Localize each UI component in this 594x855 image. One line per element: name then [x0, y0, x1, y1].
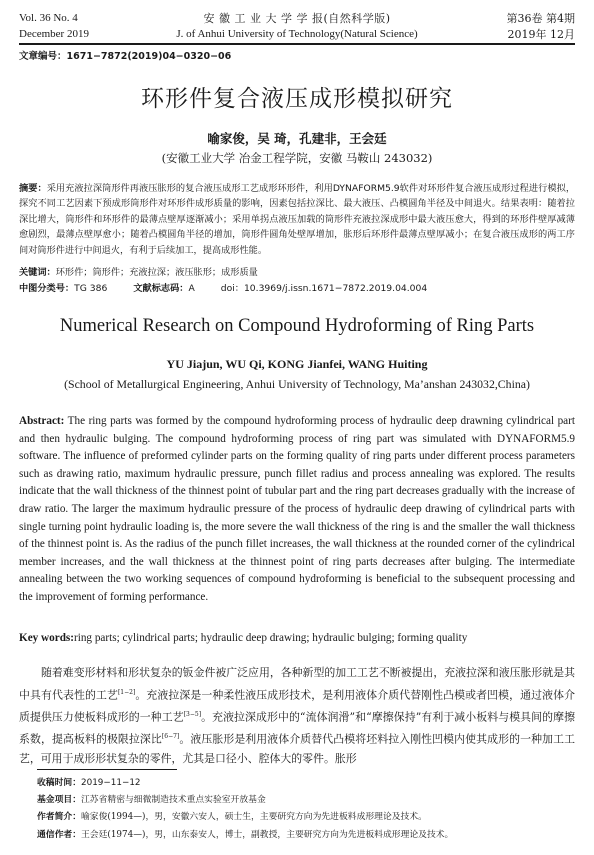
fund-label: 基金项目：	[37, 795, 81, 805]
body-text-4: 。液压胀形是利用液体介质替代凸模将坯料拉入刚性凹模内使其成形的一种加工工艺，可用于成形形状复杂的零件，尤其是口径小、腔体大的零件。胀形	[19, 732, 575, 766]
affiliation-en: (School of Metallurgical Engineering, Anhui University of Technology, Ma’anshan 243032,China)	[64, 377, 530, 391]
date-cn: 2019年 12月	[507, 28, 575, 41]
doi-label: doi：	[220, 283, 244, 294]
classification-line	[19, 281, 427, 296]
abstract-cn-text: 采用充液拉深筒形件再液压胀形的复合液压成形工艺成形环形件，利用DYNAFORM5.9软件对环形件复合液压成形过程进行模拟，探究不同工艺因素下预成形筒形件对环形件成形质量的影响，因素包括拉深比、最大液压、凸模圆角半径及中间退火。结果表明：随着拉深比增大，筒形件和环形件的最薄点壁厚逐渐减小；采用单拐点液压加载的筒形件充液拉深成形中最大液压愈大，得到的环形件壁厚减薄愈剧烈，最薄点壁厚愈小；随着凸模圆角半径的增加，筒形件圆角处壁厚增加，胀形后环形件最薄点壁厚减小；在复合液压成形的两工序间对筒形件进行中间退火，有利于后续加工，提高成形性能。	[19, 183, 576, 256]
title-cn: 环形件复合液压成形模拟研究	[141, 86, 453, 112]
authors-cn: 喻家俊，吴 琦，孔建非，王会廷	[207, 131, 387, 146]
clc-value: TG 386	[74, 283, 108, 294]
keywords-cn-text: 环形件；筒形件；充液拉深；液压胀形；成形质量	[55, 267, 258, 278]
abstract-en	[19, 413, 575, 607]
footnote-corresponding	[37, 828, 453, 842]
footnote-received	[37, 776, 141, 790]
citation-3[interactable]: [6−7]	[161, 733, 180, 741]
keywords-cn-label: 关键词：	[19, 267, 56, 278]
abstract-en-text: The ring parts was formed by the compound hydroforming process of hydraulic deep drawning cylindrical part and then hydraulic bulging. The compound hydroforming process of ring part was simulated with DYNAFORM5.9 software. The influence of preformed cylinder parts on the forming quality of ring parts under different process parameters such as drawing ratio, maximum hydraulic pressure, punch fillet radius and process annealing was explored. The results indicate that the wall thickness of the thinnest point of tubular part and the ring part decreases gradually with the increase of draw ratio. The larger the maximum hydraulic pressure of the process of hydraulic deep drawing of cylindrical parts with single turning point hydraulic loading is, the more severe the wall thickness of the ring is and the smaller the wall thickness of the thinnest point is. As the radius of the punch fillet increases, the wall thickness at the rounded corner of the cylindrical member increases, and the wall thickness at the thinnest point of ring parts decreases after bulging. The intermediate annealing between the two working sequences of compound hydroforming is beneficial to the subsequent processing and the improvement of forming performance.	[19, 415, 575, 603]
corresponding-text: 王会廷(1974—)，男，山东泰安人，博士，副教授，主要研究方向为先进板料成形理论及技术。	[81, 830, 454, 840]
keywords-en-label: Key words:	[19, 632, 74, 644]
body-text-2: 。充液拉深是一种柔性液压成形技术，是利用液体介质代替刚性凸模或者凹模，通过液体介质提供压力使板料成形的一种工艺	[19, 688, 575, 724]
body-text-3: 。充液拉深成形中的“流体润滑”和“摩擦保持”有利于减小板料与模具间的摩擦系数，提高板料的极限拉深比	[19, 710, 575, 746]
doi-value: 10.3969/j.issn.1671−7872.2019.04.004	[243, 283, 428, 294]
journal-name-en: J. of Anhui University of Technology(Natural Science)	[176, 28, 418, 40]
footnote-rule	[37, 769, 177, 770]
keywords-en	[19, 630, 575, 647]
received-date: 2019−11−12	[81, 778, 141, 788]
fund-text: 江苏省精密与细微制造技术重点实验室开放基金	[81, 795, 266, 805]
doc-code-value: A	[188, 283, 195, 294]
header-rule	[19, 43, 575, 45]
authors-en: YU Jiajun, WU Qi, KONG Jianfei, WANG Huiting	[166, 357, 428, 371]
keywords-cn	[19, 265, 575, 280]
title-en: Numerical Research on Compound Hydroforming of Ring Parts	[59, 316, 535, 336]
citation-2[interactable]: [3−5]	[183, 710, 202, 718]
body-paragraph	[19, 663, 575, 769]
volume-issue-cn: 第36卷 第4期	[506, 12, 575, 25]
abstract-en-label: Abstract:	[19, 415, 65, 427]
body-text-1: 随着难变形材料和形状复杂的钣金件被广泛应用，各种新型的加工工艺不断被提出，充液拉深和液压胀形就是其中具有代表性的工艺	[19, 666, 575, 702]
volume-issue-en: Vol. 36 No. 4	[19, 12, 78, 24]
citation-1[interactable]: [1−2]	[117, 688, 136, 696]
abstract-cn	[19, 181, 575, 258]
abstract-cn-label: 摘要：	[19, 183, 47, 194]
author-label: 作者简介：	[37, 812, 81, 822]
keywords-en-text: ring parts; cylindrical parts; hydraulic deep drawing; hydraulic bulging; forming quality	[74, 632, 468, 644]
journal-name-cn: 安 徽 工 业 大 学 学 报(自然科学版)	[203, 12, 391, 25]
doc-code-label: 文献标志码：	[133, 283, 189, 294]
affiliation-cn: (安徽工业大学 冶金工程学院，安徽 马鞍山 243032)	[161, 151, 433, 165]
footnote-author	[37, 810, 427, 824]
received-label: 收稿时间：	[37, 778, 81, 788]
footnote-fund	[37, 793, 266, 807]
author-text: 喻家俊(1994—)，男，安徽六安人，硕士生，主要研究方向为先进板料成形理论及技术。	[81, 812, 427, 822]
clc-label: 中图分类号：	[19, 283, 75, 294]
article-number: 文章编号：1671−7872(2019)04−0320−06	[19, 51, 232, 62]
corresponding-label: 通信作者：	[37, 830, 81, 840]
date-en: December 2019	[19, 28, 89, 40]
